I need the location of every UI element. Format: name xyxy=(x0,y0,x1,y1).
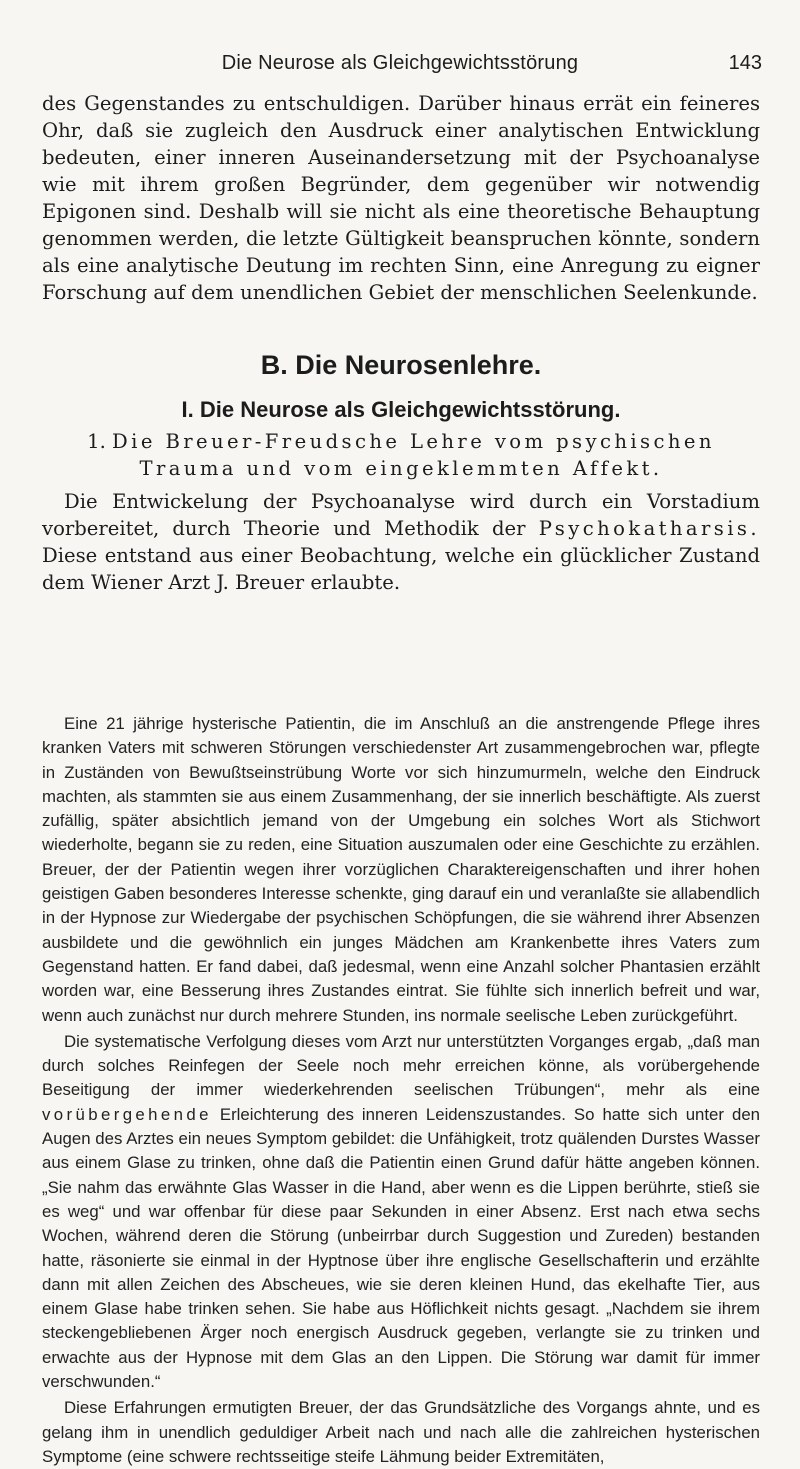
main-paragraph xyxy=(42,488,760,596)
systematic-paragraph xyxy=(42,1030,760,1394)
main-text-block xyxy=(42,90,760,596)
section-heading: B. Die Neurosenlehre. xyxy=(260,350,542,380)
page-number: 143 xyxy=(728,52,762,74)
subsection-heading: I. Die Neurose als Gleichgewichtsstörung. xyxy=(181,397,621,422)
systematic-paragraph-emphasis: vorübergehende xyxy=(42,1104,212,1124)
small-print-block xyxy=(42,712,760,1469)
sub-sub-heading-line2: Trauma und vom eingeklemmten Affekt. xyxy=(139,457,663,480)
case-paragraph: Eine 21 jährige hysterische Patientin, die im Anschluß an die anstrengende Pflege ihres kranken Vaters mit schweren Störungen verschiedenster Art zusammengebrochen war, pflegte in Zuständen von Bewußtseinstrübung Worte vor sich hinzumurmeln, welche den Eindruck machten, als stammten sie aus einem Zusammenhang, der sie innerlich beschäftigte. Als zuerst zufällig, später absichtlich jemand von der Umgebung ein solches Wort als Stichwort wiederholte, begann sie zu reden, eine Situation auszumalen oder eine Geschichte zu erzählen. Breuer, der der Patientin wegen ihrer vorzüglichen Charaktereigenschaften und ihrer hohen geistigen Gaben besonderes Interesse schenkte, ging darauf ein und veranlaßte sie allabendlich in der Hypnose zur Wiedergabe der psychischen Schöpfungen, die sie während ihrer Absenzen ausbildete und die gewöhnlich ein junges Mädchen am Krankenbette ihres Vaters zum Gegenstand hatten. Er fand dabei, daß jedesmal, wenn eine Anzahl solcher Phantasien erzählt worden war, eine Besserung ihres Zustandes eintrat. Sie fühlte sich innerlich befreit und war, wenn auch zunächst nur durch mehrere Stunden, ins normale seelische Leben zurückgeführt. xyxy=(42,714,760,1025)
intro-paragraph: des Gegenstandes zu entschuldigen. Darüber hinaus errät ein feineres Ohr, daß sie zugleich den Ausdruck einer analytischen Entwicklung bedeuten, einer inneren Auseinandersetzung mit der Psychoanalyse wie mit ihrem großen Begründer, dem gegenüber wir notwendig Epigonen sind. Deshalb will sie nicht als eine theoretische Behauptung genommen werden, die letzte Gültigkeit beanspruchen könnte, sondern als eine analytische Deutung im rechten Sinn, eine Anregung zu eigner Forschung auf dem unendlichen Gebiet der menschlichen Seelenkunde. xyxy=(42,92,760,304)
sub-sub-heading-line1: Die Breuer-Freudsche Lehre vom psychischen xyxy=(112,430,715,453)
systematic-paragraph-before: Die systematische Verfolgung dieses vom Arzt nur unterstützten Vorganges ergab, „daß man durch solches Reinfegen der Seele noch mehr erreichen könne, als vorübergehende Beseitigung der immer wiederkehrenden seelischen Trübungen“, mehr als eine xyxy=(42,1031,760,1100)
main-paragraph-after: Diese entstand aus einer Beobachtung, welche ein glücklicher Zustand dem Wiener Arzt J. Breuer erlaubte. xyxy=(42,544,760,594)
main-paragraph-before: Die Entwickelung der Psychoanalyse wird durch ein Vorstadium vorbereitet, durch Theorie und Methodik der xyxy=(42,490,760,540)
sub-sub-heading xyxy=(42,428,760,482)
systematic-paragraph-after: Erleichterung des inneren Leidenszustandes. So hatte sich unter den Augen des Arztes ein neues Symptom gebildet: die Unfähigkeit, trotz quälenden Durstes Wasser aus einem Glase zu trinken, ohne daß die Patientin einen Grund dafür hätte angeben können. „Sie nahm das erwähnte Glas Wasser in die Hand, aber wenn es die Lippen berührte, stieß sie es weg“ und war offenbar für diese paar Sekunden in einer Absenz. Erst nach etwa sechs Wochen, während deren die Störung (unbeirrbar durch Suggestion und Zureden) bestanden hatte, räsonierte sie einmal in der Hyptnose über ihre englische Gesellschafterin und erzählte dann mit allen Zeichen des Abscheues, wie sie deren kleinen Hund, das ekelhafte Tier, aus einem Glase habe trinken sehen. Sie habe aus Höflichkeit nichts gesagt. „Nachdem sie ihrem steckengebliebenen Ärger noch energisch Ausdruck gegeben, verlangte sie zu trinken und erwachte aus der Hypnose mit dem Glas an den Lippen. Die Störung war damit für immer verschwunden.“ xyxy=(42,1104,760,1392)
sub-sub-heading-number: 1. xyxy=(87,430,106,453)
running-head-title: Die Neurose als Gleichgewichtsstörung xyxy=(221,52,579,74)
running-head xyxy=(0,52,800,82)
closing-paragraph: Diese Erfahrungen ermutigten Breuer, der das Grundsätzliche des Vorgangs ahnte, und es gelang ihm in unendlich geduldiger Arbeit nach und nach alle die zahlreichen hysterischen Symptome (eine schwere rechtsseitige steife Lähmung beider Extremitäten, xyxy=(42,1398,760,1466)
main-paragraph-emphasis: Psychokatharsis. xyxy=(538,517,760,540)
